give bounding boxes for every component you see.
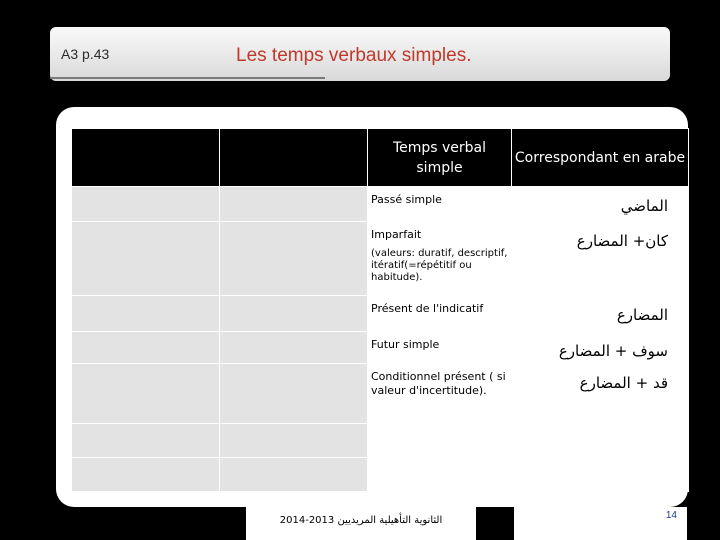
table-row [72, 332, 689, 364]
table-cell [220, 424, 368, 458]
table-cell [72, 222, 220, 296]
table-cell [220, 222, 368, 296]
arabic-equivalent: الماضي [512, 187, 689, 222]
tense-name [368, 458, 512, 492]
tense-name: Conditionnel présent ( si valeur d'incertitude). [368, 364, 512, 424]
table-row [72, 364, 689, 424]
table-row [72, 222, 689, 296]
title-underline [50, 77, 325, 79]
arabic-equivalent: المضارع [512, 296, 689, 332]
header-temps-verbal: Temps verbal simple [368, 129, 512, 187]
table-cell [220, 364, 368, 424]
tense-name: Futur simple [368, 332, 512, 364]
table-row [72, 458, 689, 492]
header-correspondant-arabe: Correspondant en arabe [512, 129, 689, 187]
table-cell [72, 458, 220, 492]
table-row [72, 296, 689, 332]
arabic-equivalent: سوف + المضارع [512, 332, 689, 364]
table-cell [72, 187, 220, 222]
table-header-row [72, 129, 689, 187]
header-cell-empty-1 [72, 129, 220, 187]
table-cell [72, 296, 220, 332]
tense-name: Présent de l'indicatif [368, 296, 512, 332]
footer-text: الثانوية التأهيلية المريديين 2013-2014 [279, 515, 443, 526]
table-cell [220, 296, 368, 332]
tense-name [368, 424, 512, 458]
arabic-equivalent [512, 458, 689, 492]
footer-page [514, 507, 687, 540]
page-number: 14 [665, 510, 677, 521]
table-cell [72, 332, 220, 364]
tense-cell [368, 222, 512, 296]
table-cell [72, 424, 220, 458]
tense-note: (valeurs: duratif, descriptif, itératif(=répétitif ou habitude). [371, 248, 508, 283]
table-cell [72, 364, 220, 424]
table-row [72, 424, 689, 458]
table-row [72, 187, 689, 222]
tense-name: Passé simple [368, 187, 512, 222]
verb-tense-table [71, 128, 689, 492]
header-cell-empty-2 [220, 129, 368, 187]
table-cell [220, 458, 368, 492]
arabic-equivalent: كان+ المضارع [512, 222, 689, 296]
footer-school [246, 507, 476, 540]
page-reference: A3 p.43 [61, 46, 110, 62]
arabic-equivalent [512, 424, 689, 458]
header-bar [50, 27, 670, 81]
slide-title: Les temps verbaux simples. [236, 45, 472, 66]
tense-name: Imparfait [371, 228, 422, 241]
arabic-equivalent: قد + المضارع [512, 364, 689, 424]
table-cell [220, 187, 368, 222]
table-cell [220, 332, 368, 364]
